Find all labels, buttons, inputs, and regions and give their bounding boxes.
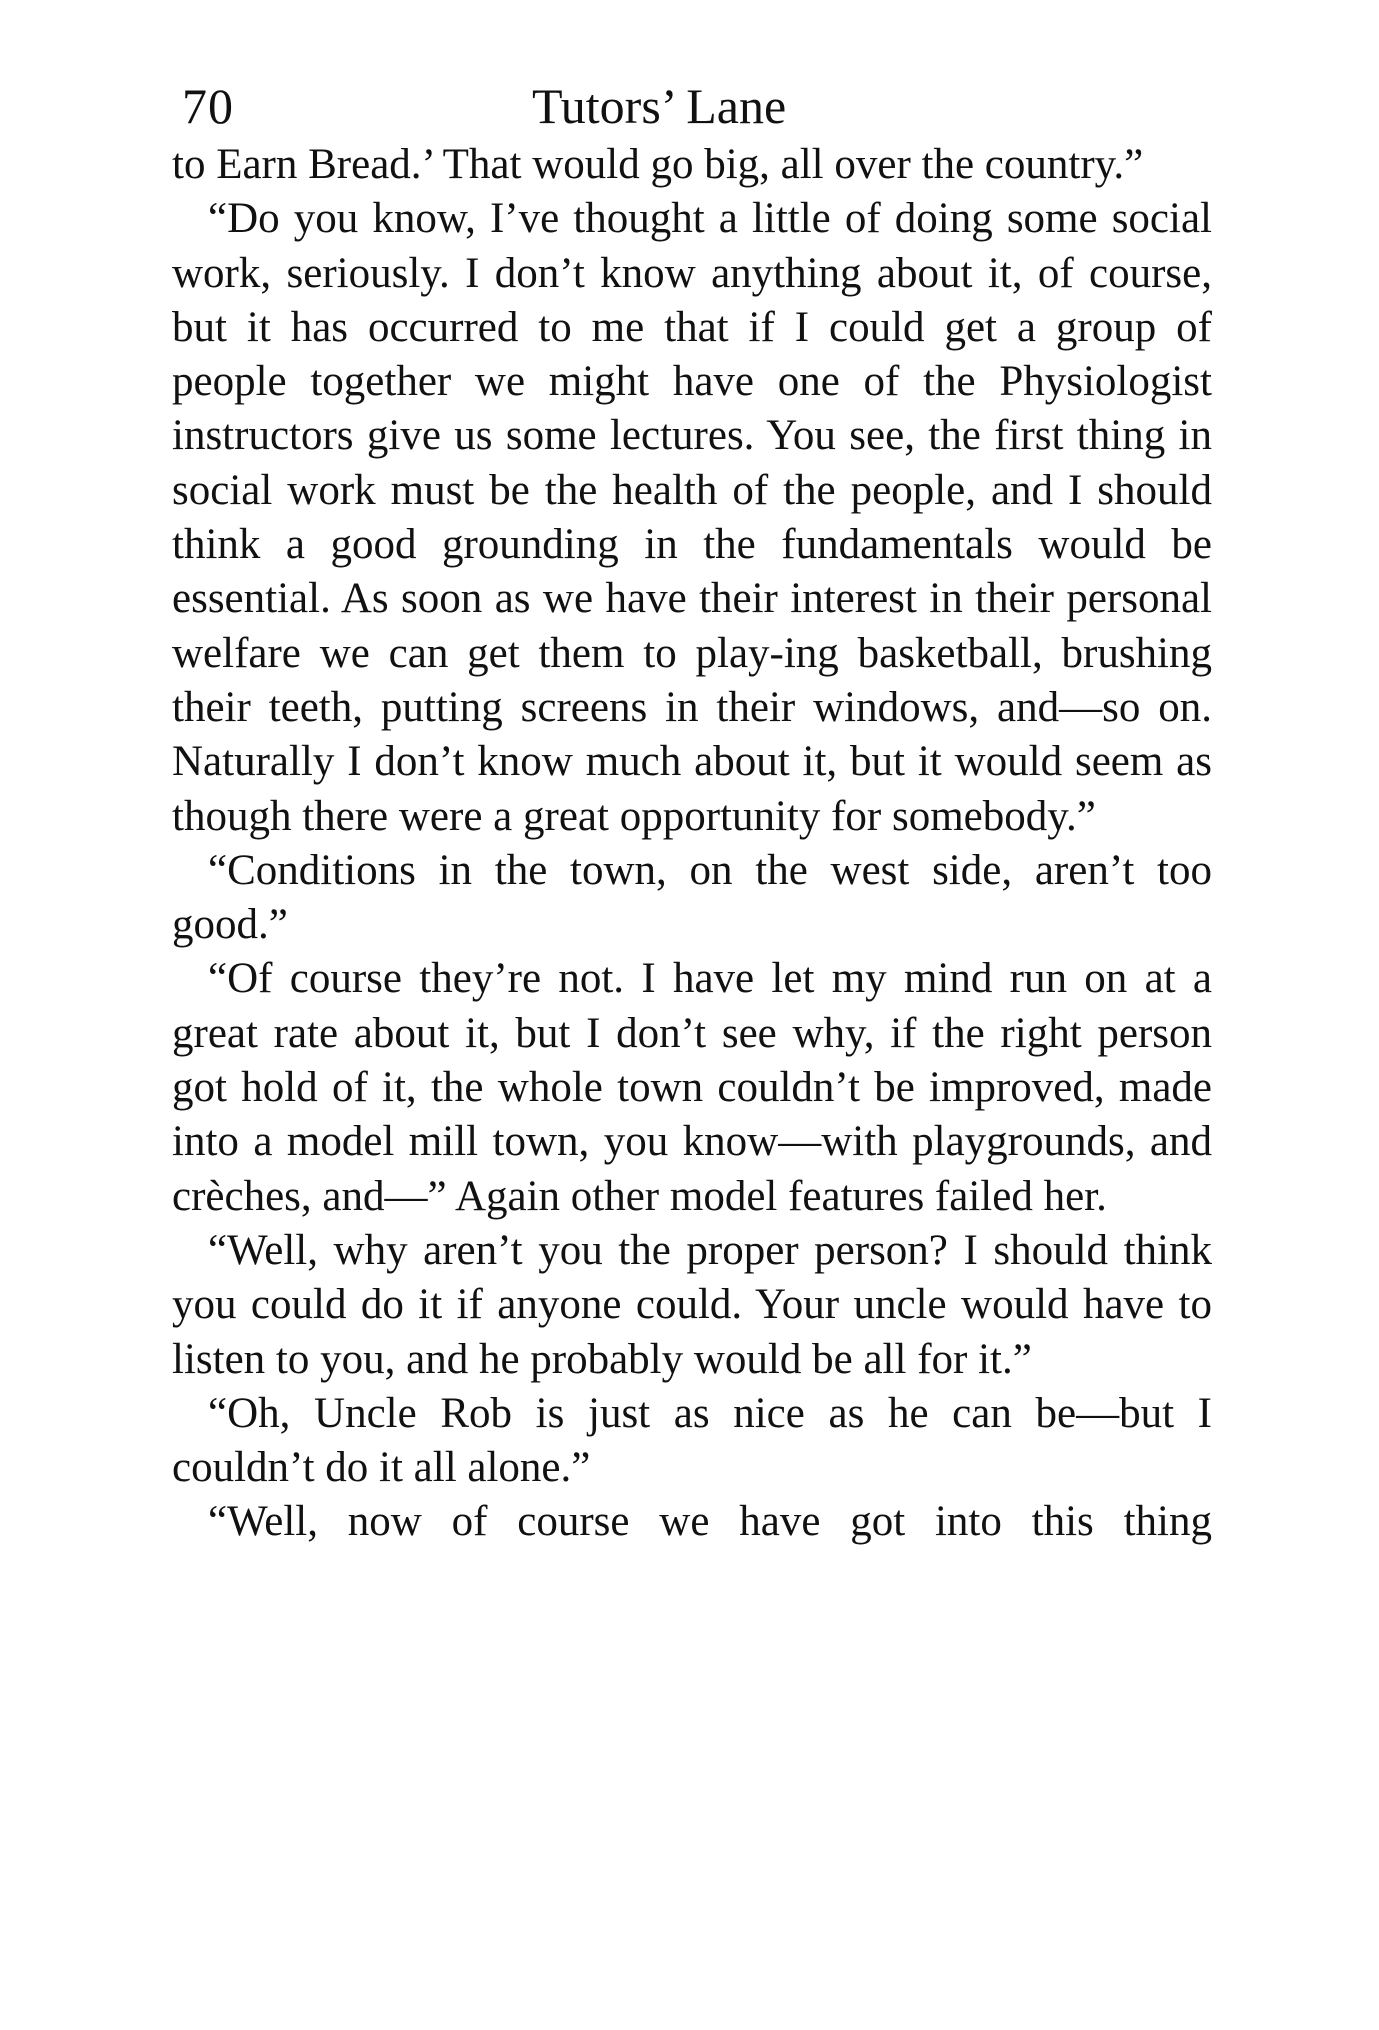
paragraph: to Earn Bread.’ That would go big, all over the country.”	[172, 141, 1144, 188]
page-header	[172, 70, 1212, 142]
paragraph: “Oh, Uncle Rob is just as nice as he can be—but I couldn’t do it all alone.”	[172, 1389, 1212, 1492]
book-page	[172, 70, 1212, 1550]
body-text	[172, 138, 1212, 1550]
paragraph: “Well, now of course we have got into this thing	[208, 1498, 1212, 1546]
running-title: Tutors’ Lane	[532, 78, 787, 134]
page-number: 70	[182, 78, 234, 134]
paragraph: “Conditions in the town, on the west side, aren’t too good.”	[172, 846, 1212, 949]
paragraph: “Well, why aren’t you the proper person? I should think you could do it if anyone could. Your uncle would have to listen to you, and he probably would be all for it.”	[172, 1226, 1212, 1383]
paragraph: “Of course they’re not. I have let my mind run on at a great rate about it, but I don’t see why, if the right person got hold of it, the whole town couldn’t be improved, made into a model mill town, you know—with playgrounds, and crèches, and—” Again other model features failed her.	[172, 955, 1212, 1220]
paragraph: “Do you know, I’ve thought a little of doing some social work, seriously. I don’t know anything about it, of course, but it has occurred to me that if I could get a group of people together we might have one of the Physiologist instructors give us some lectures. You see, the first thing in social work must be the health of the people, and I should think a good grounding in the fundamentals would be essential. As soon as we have their interest in their personal welfare we can get them to play-ing basketball, brushing their teeth, putting screens in their windows, and—so on. Naturally I don’t know much about it, but it would seem as though there were a great opportunity for somebody.”	[172, 195, 1212, 840]
